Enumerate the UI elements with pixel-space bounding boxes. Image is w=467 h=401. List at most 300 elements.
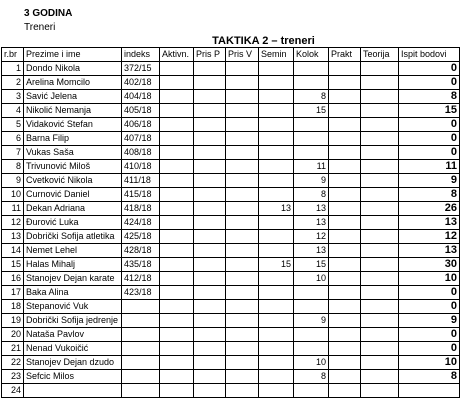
table-row — [2, 300, 460, 314]
aktivnost-cell[interactable] — [160, 174, 194, 188]
aktivnost-cell[interactable] — [160, 146, 194, 160]
pris-v-cell[interactable] — [226, 384, 259, 398]
table-row — [2, 258, 460, 272]
student-name-cell[interactable]: Vidaković Stefan — [24, 118, 122, 132]
pris-p-cell[interactable] — [194, 230, 226, 244]
table-row — [2, 118, 460, 132]
index-cell[interactable]: 411/18 — [122, 174, 160, 188]
index-cell[interactable]: 418/18 — [122, 202, 160, 216]
grades-table — [1, 47, 460, 398]
group-heading: Treneri — [24, 22, 56, 33]
kolok-cell[interactable] — [294, 342, 329, 356]
ispit-bodovi-cell[interactable]: 13 — [399, 216, 460, 230]
semin-cell[interactable] — [259, 104, 294, 118]
pris-p-cell[interactable] — [194, 76, 226, 90]
aktivnost-cell[interactable] — [160, 132, 194, 146]
kolok-cell[interactable]: 13 — [294, 202, 329, 216]
index-cell[interactable] — [122, 300, 160, 314]
index-cell[interactable] — [122, 342, 160, 356]
prakt-cell[interactable] — [329, 244, 361, 258]
year-heading: 3 GODINA — [24, 8, 73, 19]
semin-cell[interactable] — [259, 160, 294, 174]
student-name-cell[interactable]: Savić Jelena — [24, 90, 122, 104]
pris-p-cell[interactable] — [194, 258, 226, 272]
kolok-cell[interactable]: 12 — [294, 230, 329, 244]
kolok-cell[interactable]: 8 — [294, 188, 329, 202]
prakt-cell[interactable] — [329, 328, 361, 342]
index-cell[interactable] — [122, 314, 160, 328]
row-number-cell[interactable]: 19 — [2, 314, 24, 328]
col-header-pris-p[interactable]: Pris P — [194, 48, 226, 62]
aktivnost-cell[interactable] — [160, 188, 194, 202]
aktivnost-cell[interactable] — [160, 90, 194, 104]
teorija-cell[interactable] — [361, 202, 399, 216]
semin-cell[interactable] — [259, 356, 294, 370]
aktivnost-cell[interactable] — [160, 356, 194, 370]
ispit-bodovi-cell[interactable]: 13 — [399, 244, 460, 258]
kolok-cell[interactable]: 10 — [294, 356, 329, 370]
table-row — [2, 216, 460, 230]
kolok-cell[interactable]: 15 — [294, 258, 329, 272]
row-number-cell[interactable]: 8 — [2, 160, 24, 174]
index-cell[interactable] — [122, 356, 160, 370]
pris-v-cell[interactable] — [226, 244, 259, 258]
table-row — [2, 286, 460, 300]
teorija-cell[interactable] — [361, 384, 399, 398]
pris-p-cell[interactable] — [194, 118, 226, 132]
table-row — [2, 90, 460, 104]
ispit-bodovi-cell[interactable]: 12 — [399, 230, 460, 244]
ispit-bodovi-cell[interactable]: 11 — [399, 160, 460, 174]
student-name-cell[interactable]: Nenad Vukoičić — [24, 342, 122, 356]
teorija-cell[interactable] — [361, 258, 399, 272]
row-number-cell[interactable]: 13 — [2, 230, 24, 244]
pris-v-cell[interactable] — [226, 202, 259, 216]
aktivnost-cell[interactable] — [160, 286, 194, 300]
index-cell[interactable]: 412/18 — [122, 272, 160, 286]
semin-cell[interactable] — [259, 342, 294, 356]
aktivnost-cell[interactable] — [160, 216, 194, 230]
student-name-cell[interactable]: Nikolić Nemanja — [24, 104, 122, 118]
teorija-cell[interactable] — [361, 174, 399, 188]
ispit-bodovi-cell[interactable]: 0 — [399, 76, 460, 90]
kolok-cell[interactable] — [294, 286, 329, 300]
pris-v-cell[interactable] — [226, 272, 259, 286]
kolok-cell[interactable] — [294, 384, 329, 398]
col-header-rbr[interactable]: r.br — [2, 48, 24, 62]
prakt-cell[interactable] — [329, 230, 361, 244]
teorija-cell[interactable] — [361, 356, 399, 370]
teorija-cell[interactable] — [361, 216, 399, 230]
prakt-cell[interactable] — [329, 76, 361, 90]
prakt-cell[interactable] — [329, 202, 361, 216]
table-row — [2, 384, 460, 398]
pris-p-cell[interactable] — [194, 328, 226, 342]
row-number-cell[interactable]: 21 — [2, 342, 24, 356]
row-number-cell[interactable]: 1 — [2, 62, 24, 76]
kolok-cell[interactable] — [294, 62, 329, 76]
ispit-bodovi-cell[interactable]: 0 — [399, 132, 460, 146]
prakt-cell[interactable] — [329, 286, 361, 300]
table-row — [2, 314, 460, 328]
teorija-cell[interactable] — [361, 300, 399, 314]
prakt-cell[interactable] — [329, 132, 361, 146]
index-cell[interactable] — [122, 370, 160, 384]
semin-cell[interactable] — [259, 62, 294, 76]
prakt-cell[interactable] — [329, 118, 361, 132]
student-name-cell[interactable]: Stanojev Dejan karate — [24, 272, 122, 286]
student-name-cell[interactable]: Sefcic Milos — [24, 370, 122, 384]
table-row — [2, 76, 460, 90]
kolok-cell[interactable]: 11 — [294, 160, 329, 174]
ispit-bodovi-cell[interactable]: 0 — [399, 286, 460, 300]
pris-v-cell[interactable] — [226, 174, 259, 188]
index-cell[interactable]: 423/18 — [122, 286, 160, 300]
row-number-cell[interactable]: 23 — [2, 370, 24, 384]
semin-cell[interactable] — [259, 216, 294, 230]
table-row — [2, 62, 460, 76]
table-row — [2, 188, 460, 202]
teorija-cell[interactable] — [361, 314, 399, 328]
table-row — [2, 244, 460, 258]
semin-cell[interactable] — [259, 314, 294, 328]
index-cell[interactable]: 415/18 — [122, 188, 160, 202]
pris-v-cell[interactable] — [226, 300, 259, 314]
prakt-cell[interactable] — [329, 216, 361, 230]
semin-cell[interactable]: 15 — [259, 258, 294, 272]
student-name-cell[interactable] — [24, 384, 122, 398]
pris-p-cell[interactable] — [194, 160, 226, 174]
pris-v-cell[interactable] — [226, 286, 259, 300]
prakt-cell[interactable] — [329, 188, 361, 202]
prakt-cell[interactable] — [329, 300, 361, 314]
pris-p-cell[interactable] — [194, 356, 226, 370]
pris-v-cell[interactable] — [226, 328, 259, 342]
col-header-semin[interactable]: Semin — [259, 48, 294, 62]
kolok-cell[interactable]: 13 — [294, 244, 329, 258]
pris-v-cell[interactable] — [226, 132, 259, 146]
teorija-cell[interactable] — [361, 76, 399, 90]
pris-p-cell[interactable] — [194, 104, 226, 118]
student-name-cell[interactable]: Halas Mihalj — [24, 258, 122, 272]
col-header-prakt[interactable]: Prakt — [329, 48, 361, 62]
pris-p-cell[interactable] — [194, 272, 226, 286]
aktivnost-cell[interactable] — [160, 384, 194, 398]
ispit-bodovi-cell[interactable]: 0 — [399, 342, 460, 356]
student-name-cell[interactable]: Nataša Pavlov — [24, 328, 122, 342]
row-number-cell[interactable]: 17 — [2, 286, 24, 300]
pris-p-cell[interactable] — [194, 342, 226, 356]
semin-cell[interactable] — [259, 132, 294, 146]
aktivnost-cell[interactable] — [160, 272, 194, 286]
ispit-bodovi-cell[interactable]: 26 — [399, 202, 460, 216]
semin-cell[interactable] — [259, 384, 294, 398]
ispit-bodovi-cell[interactable]: 0 — [399, 300, 460, 314]
row-number-cell[interactable]: 12 — [2, 216, 24, 230]
student-name-cell[interactable]: Curnović Daniel — [24, 188, 122, 202]
semin-cell[interactable] — [259, 300, 294, 314]
teorija-cell[interactable] — [361, 244, 399, 258]
student-name-cell[interactable]: Vukas Saša — [24, 146, 122, 160]
row-number-cell[interactable]: 7 — [2, 146, 24, 160]
ispit-bodovi-cell[interactable]: 8 — [399, 90, 460, 104]
ispit-bodovi-cell[interactable]: 8 — [399, 370, 460, 384]
table-row — [2, 132, 460, 146]
student-name-cell[interactable]: Barna Filip — [24, 132, 122, 146]
pris-v-cell[interactable] — [226, 90, 259, 104]
pris-p-cell[interactable] — [194, 188, 226, 202]
teorija-cell[interactable] — [361, 370, 399, 384]
prakt-cell[interactable] — [329, 272, 361, 286]
table-row — [2, 104, 460, 118]
aktivnost-cell[interactable] — [160, 202, 194, 216]
pris-p-cell[interactable] — [194, 244, 226, 258]
row-number-cell[interactable]: 2 — [2, 76, 24, 90]
semin-cell[interactable] — [259, 118, 294, 132]
student-name-cell[interactable]: Đurović Luka — [24, 216, 122, 230]
student-name-cell[interactable]: Stanojev Dejan dzudo — [24, 356, 122, 370]
pris-v-cell[interactable] — [226, 188, 259, 202]
student-name-cell[interactable]: Dondo Nikola — [24, 62, 122, 76]
semin-cell[interactable] — [259, 174, 294, 188]
teorija-cell[interactable] — [361, 188, 399, 202]
index-cell[interactable]: 372/15 — [122, 62, 160, 76]
row-number-cell[interactable]: 18 — [2, 300, 24, 314]
kolok-cell[interactable]: 8 — [294, 370, 329, 384]
student-name-cell[interactable]: Stepanović Vuk — [24, 300, 122, 314]
pris-p-cell[interactable] — [194, 370, 226, 384]
kolok-cell[interactable] — [294, 118, 329, 132]
row-number-cell[interactable]: 5 — [2, 118, 24, 132]
row-number-cell[interactable]: 9 — [2, 174, 24, 188]
ispit-bodovi-cell[interactable]: 15 — [399, 104, 460, 118]
ispit-bodovi-cell[interactable]: 9 — [399, 314, 460, 328]
aktivnost-cell[interactable] — [160, 258, 194, 272]
student-name-cell[interactable]: Arelina Momcilo — [24, 76, 122, 90]
table-row — [2, 160, 460, 174]
pris-p-cell[interactable] — [194, 146, 226, 160]
student-name-cell[interactable]: Dekan Adriana — [24, 202, 122, 216]
pris-v-cell[interactable] — [226, 314, 259, 328]
pris-v-cell[interactable] — [226, 76, 259, 90]
ispit-bodovi-cell[interactable]: 0 — [399, 118, 460, 132]
row-number-cell[interactable]: 24 — [2, 384, 24, 398]
aktivnost-cell[interactable] — [160, 230, 194, 244]
table-row — [2, 202, 460, 216]
teorija-cell[interactable] — [361, 272, 399, 286]
pris-v-cell[interactable] — [226, 356, 259, 370]
index-cell[interactable]: 425/18 — [122, 230, 160, 244]
index-cell[interactable]: 405/18 — [122, 104, 160, 118]
ispit-bodovi-cell[interactable]: 0 — [399, 146, 460, 160]
table-row — [2, 174, 460, 188]
semin-cell[interactable] — [259, 188, 294, 202]
pris-v-cell[interactable] — [226, 230, 259, 244]
index-cell[interactable] — [122, 328, 160, 342]
prakt-cell[interactable] — [329, 384, 361, 398]
aktivnost-cell[interactable] — [160, 104, 194, 118]
col-header-aktivnost[interactable]: Aktivn. — [160, 48, 194, 62]
teorija-cell[interactable] — [361, 328, 399, 342]
row-number-cell[interactable]: 6 — [2, 132, 24, 146]
row-number-cell[interactable]: 4 — [2, 104, 24, 118]
kolok-cell[interactable]: 10 — [294, 272, 329, 286]
table-row — [2, 272, 460, 286]
aktivnost-cell[interactable] — [160, 160, 194, 174]
prakt-cell[interactable] — [329, 356, 361, 370]
index-cell[interactable]: 407/18 — [122, 132, 160, 146]
pris-p-cell[interactable] — [194, 90, 226, 104]
semin-cell[interactable] — [259, 370, 294, 384]
ispit-bodovi-cell[interactable] — [399, 384, 460, 398]
pris-v-cell[interactable] — [226, 62, 259, 76]
row-number-cell[interactable]: 11 — [2, 202, 24, 216]
pris-p-cell[interactable] — [194, 300, 226, 314]
col-header-pris-v[interactable]: Pris V — [226, 48, 259, 62]
col-header-index[interactable]: indeks — [122, 48, 160, 62]
index-cell[interactable]: 402/18 — [122, 76, 160, 90]
teorija-cell[interactable] — [361, 230, 399, 244]
pris-v-cell[interactable] — [226, 146, 259, 160]
pris-p-cell[interactable] — [194, 384, 226, 398]
teorija-cell[interactable] — [361, 342, 399, 356]
pris-p-cell[interactable] — [194, 286, 226, 300]
student-name-cell[interactable]: Baka Alina — [24, 286, 122, 300]
student-name-cell[interactable]: Cvetković Nikola — [24, 174, 122, 188]
pris-v-cell[interactable] — [226, 104, 259, 118]
aktivnost-cell[interactable] — [160, 76, 194, 90]
row-number-cell[interactable]: 22 — [2, 356, 24, 370]
prakt-cell[interactable] — [329, 314, 361, 328]
row-number-cell[interactable]: 15 — [2, 258, 24, 272]
index-cell[interactable]: 404/18 — [122, 90, 160, 104]
row-number-cell[interactable]: 3 — [2, 90, 24, 104]
semin-cell[interactable] — [259, 272, 294, 286]
kolok-cell[interactable]: 9 — [294, 174, 329, 188]
col-header-teorija[interactable]: Teorija — [361, 48, 399, 62]
pris-p-cell[interactable] — [194, 132, 226, 146]
col-header-kolok[interactable]: Kolok — [294, 48, 329, 62]
prakt-cell[interactable] — [329, 258, 361, 272]
row-number-cell[interactable]: 14 — [2, 244, 24, 258]
index-cell[interactable]: 424/18 — [122, 216, 160, 230]
pris-p-cell[interactable] — [194, 216, 226, 230]
teorija-cell[interactable] — [361, 146, 399, 160]
kolok-cell[interactable] — [294, 76, 329, 90]
student-name-cell[interactable]: Nemet Lehel — [24, 244, 122, 258]
aktivnost-cell[interactable] — [160, 314, 194, 328]
student-name-cell[interactable]: Dobrički Sofija atletika — [24, 230, 122, 244]
ispit-bodovi-cell[interactable]: 30 — [399, 258, 460, 272]
ispit-bodovi-cell[interactable]: 0 — [399, 328, 460, 342]
index-cell[interactable] — [122, 384, 160, 398]
kolok-cell[interactable]: 9 — [294, 314, 329, 328]
prakt-cell[interactable] — [329, 90, 361, 104]
student-name-cell[interactable]: Trivunović Miloš — [24, 160, 122, 174]
row-number-cell[interactable]: 10 — [2, 188, 24, 202]
pris-v-cell[interactable] — [226, 160, 259, 174]
pris-v-cell[interactable] — [226, 342, 259, 356]
table-row — [2, 342, 460, 356]
teorija-cell[interactable] — [361, 104, 399, 118]
col-header-ispit-bodovi[interactable]: Ispit bodovi — [399, 48, 460, 62]
kolok-cell[interactable] — [294, 132, 329, 146]
ispit-bodovi-cell[interactable]: 9 — [399, 174, 460, 188]
row-number-cell[interactable]: 20 — [2, 328, 24, 342]
semin-cell[interactable]: 13 — [259, 202, 294, 216]
prakt-cell[interactable] — [329, 342, 361, 356]
col-header-name[interactable]: Prezime i ime — [24, 48, 122, 62]
ispit-bodovi-cell[interactable]: 10 — [399, 356, 460, 370]
pris-p-cell[interactable] — [194, 202, 226, 216]
index-cell[interactable]: 406/18 — [122, 118, 160, 132]
kolok-cell[interactable] — [294, 328, 329, 342]
pris-v-cell[interactable] — [226, 118, 259, 132]
row-number-cell[interactable]: 16 — [2, 272, 24, 286]
aktivnost-cell[interactable] — [160, 62, 194, 76]
aktivnost-cell[interactable] — [160, 300, 194, 314]
semin-cell[interactable] — [259, 328, 294, 342]
teorija-cell[interactable] — [361, 286, 399, 300]
semin-cell[interactable] — [259, 286, 294, 300]
table-row — [2, 230, 460, 244]
aktivnost-cell[interactable] — [160, 328, 194, 342]
semin-cell[interactable] — [259, 230, 294, 244]
ispit-bodovi-cell[interactable]: 8 — [399, 188, 460, 202]
prakt-cell[interactable] — [329, 174, 361, 188]
teorija-cell[interactable] — [361, 132, 399, 146]
prakt-cell[interactable] — [329, 160, 361, 174]
prakt-cell[interactable] — [329, 146, 361, 160]
index-cell[interactable]: 435/18 — [122, 258, 160, 272]
aktivnost-cell[interactable] — [160, 118, 194, 132]
kolok-cell[interactable]: 15 — [294, 104, 329, 118]
table-row — [2, 356, 460, 370]
teorija-cell[interactable] — [361, 160, 399, 174]
kolok-cell[interactable]: 13 — [294, 216, 329, 230]
semin-cell[interactable] — [259, 90, 294, 104]
pris-p-cell[interactable] — [194, 314, 226, 328]
teorija-cell[interactable] — [361, 90, 399, 104]
pris-v-cell[interactable] — [226, 216, 259, 230]
semin-cell[interactable] — [259, 146, 294, 160]
teorija-cell[interactable] — [361, 118, 399, 132]
index-cell[interactable]: 428/18 — [122, 244, 160, 258]
prakt-cell[interactable] — [329, 62, 361, 76]
pris-p-cell[interactable] — [194, 62, 226, 76]
teorija-cell[interactable] — [361, 62, 399, 76]
pris-p-cell[interactable] — [194, 174, 226, 188]
kolok-cell[interactable] — [294, 146, 329, 160]
table-row — [2, 146, 460, 160]
aktivnost-cell[interactable] — [160, 370, 194, 384]
student-name-cell[interactable]: Dobrički Sofija jedrenje — [24, 314, 122, 328]
ispit-bodovi-cell[interactable]: 10 — [399, 272, 460, 286]
semin-cell[interactable] — [259, 244, 294, 258]
kolok-cell[interactable] — [294, 300, 329, 314]
pris-v-cell[interactable] — [226, 258, 259, 272]
aktivnost-cell[interactable] — [160, 342, 194, 356]
ispit-bodovi-cell[interactable]: 0 — [399, 62, 460, 76]
prakt-cell[interactable] — [329, 104, 361, 118]
aktivnost-cell[interactable] — [160, 244, 194, 258]
pris-v-cell[interactable] — [226, 370, 259, 384]
semin-cell[interactable] — [259, 76, 294, 90]
prakt-cell[interactable] — [329, 370, 361, 384]
index-cell[interactable]: 408/18 — [122, 146, 160, 160]
kolok-cell[interactable]: 8 — [294, 90, 329, 104]
index-cell[interactable]: 410/18 — [122, 160, 160, 174]
